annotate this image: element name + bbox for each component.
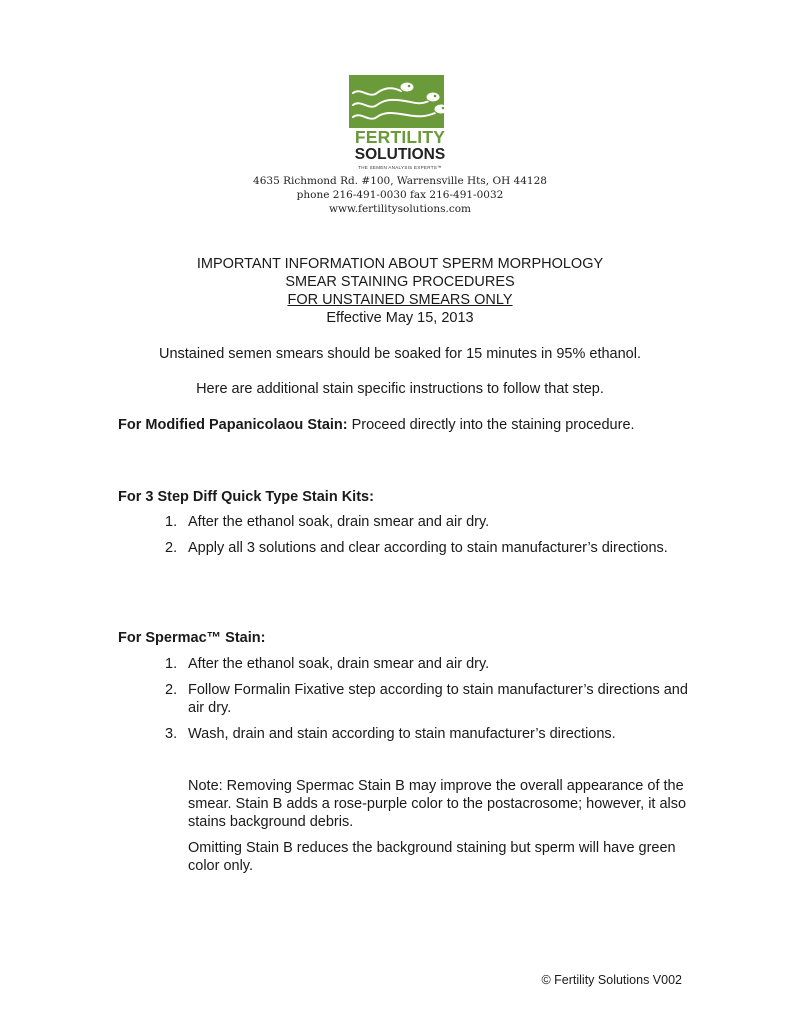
footer-copyright: © Fertility Solutions V002: [541, 973, 682, 987]
sperm-logo-icon: [349, 75, 444, 128]
title-line-3: FOR UNSTAINED SMEARS ONLY: [287, 292, 513, 308]
list-text: Follow Formalin Fixative step according to stain manufacturer’s directions and air dry.: [188, 682, 688, 716]
list-text: Wash, drain and stain according to stain manufacturer’s directions.: [188, 726, 616, 742]
spermac-note-2: Omitting Stain B reduces the background staining but sperm will have green color only.: [188, 840, 676, 874]
list-text: After the ethanol soak, drain smear and air dry.: [188, 656, 490, 672]
spermac-heading: For Spermac™ Stain:: [118, 630, 266, 646]
address-line: 4635 Richmond Rd. #100, Warrensville Hts, OH 44128: [253, 175, 547, 187]
list-number: 2.: [165, 682, 178, 698]
list-text: Apply all 3 solutions and clear according to stain manufacturer’s directions.: [188, 540, 668, 556]
diff-quick-heading: For 3 Step Diff Quick Type Stain Kits:: [118, 489, 374, 505]
list-number: 2.: [165, 540, 178, 556]
list-number: 1.: [165, 514, 178, 530]
title-line-2: SMEAR STAINING PROCEDURES: [285, 274, 515, 290]
brand-tagline: THE SEMEN ANALYSIS EXPERTS™: [358, 165, 442, 170]
pap-instruction: [118, 416, 635, 434]
brand-name-line1: FERTILITY: [354, 127, 446, 147]
website-line: www.fertilitysolutions.com: [329, 203, 471, 215]
brand-name-line2: SOLUTIONS: [354, 146, 446, 163]
spermac-note-1: Note: Removing Spermac Stain B may improve the overall appearance of the smear. Stain B adds a rose-purple color to the postacrosome; however, it also stains background debris.: [188, 778, 687, 830]
effective-date: Effective May 15, 2013: [326, 310, 474, 326]
phone-fax-line: phone 216-491-0030 fax 216-491-0032: [296, 189, 504, 201]
pap-heading: For Modified Papanicolaou Stain:: [118, 417, 348, 433]
list-number: 1.: [165, 656, 178, 672]
intro-paragraph-1: Unstained semen smears should be soaked for 15 minutes in 95% ethanol.: [158, 346, 641, 362]
list-text: After the ethanol soak, drain smear and air dry.: [188, 514, 490, 530]
list-number: 3.: [165, 726, 178, 742]
title-line-1: IMPORTANT INFORMATION ABOUT SPERM MORPHOLOGY: [196, 256, 604, 272]
pap-text: Proceed directly into the staining procedure.: [347, 417, 635, 433]
intro-paragraph-2: Here are additional stain specific instructions to follow that step.: [196, 381, 604, 397]
